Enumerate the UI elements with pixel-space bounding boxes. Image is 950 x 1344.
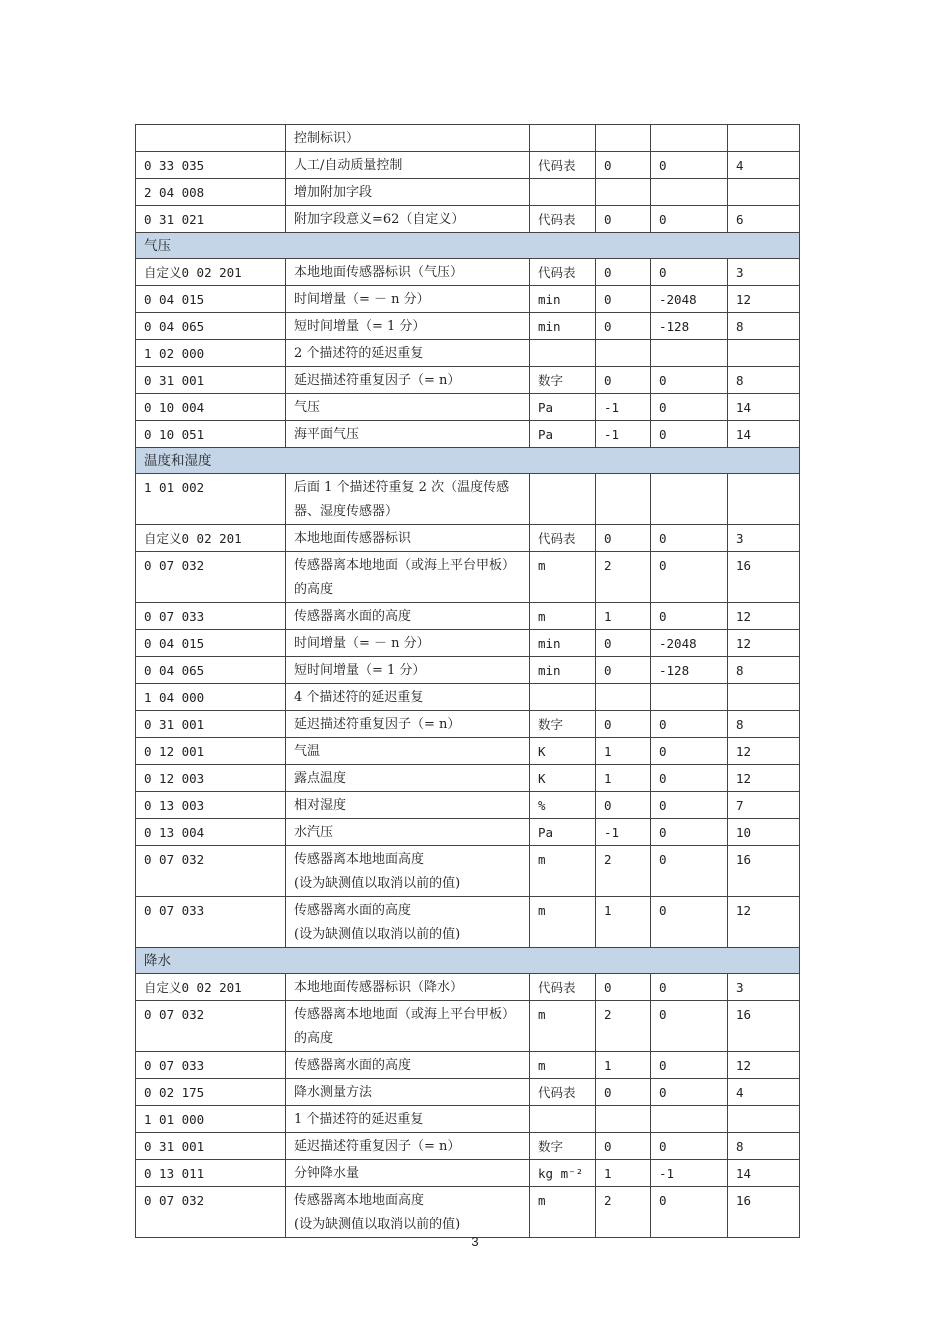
- reference-value-cell: 0: [651, 897, 728, 948]
- unit-cell: Pa: [530, 421, 596, 448]
- reference-value-cell: [651, 340, 728, 367]
- unit-cell: %: [530, 792, 596, 819]
- descriptor-code-cell: 0 07 032: [136, 1187, 286, 1238]
- element-name-cell: 本地地面传感器标识: [286, 525, 530, 552]
- table-row: [136, 552, 800, 603]
- bit-width-cell: 16: [728, 552, 800, 603]
- bit-width-cell: 10: [728, 819, 800, 846]
- table-row: [136, 1187, 800, 1238]
- table-row: [136, 474, 800, 525]
- element-name-cell: 时间增量（= － n 分）: [286, 630, 530, 657]
- unit-cell: [530, 125, 596, 152]
- unit-cell: 代码表: [530, 974, 596, 1001]
- bit-width-cell: 8: [728, 711, 800, 738]
- section-header: 降水: [136, 948, 800, 974]
- descriptor-code-cell: 1 04 000: [136, 684, 286, 711]
- reference-value-cell: [651, 125, 728, 152]
- bit-width-cell: [728, 179, 800, 206]
- element-name-cell: 气温: [286, 738, 530, 765]
- element-name-cell: 露点温度: [286, 765, 530, 792]
- element-name-cell: 4 个描述符的延迟重复: [286, 684, 530, 711]
- bit-width-cell: [728, 684, 800, 711]
- reference-value-cell: 0: [651, 603, 728, 630]
- bit-width-cell: 7: [728, 792, 800, 819]
- element-name-cell: 分钟降水量: [286, 1160, 530, 1187]
- scale-cell: 0: [596, 1133, 651, 1160]
- unit-cell: [530, 1106, 596, 1133]
- table-row: [136, 765, 800, 792]
- bit-width-cell: 14: [728, 394, 800, 421]
- descriptor-table-body: [136, 125, 800, 1238]
- table-row: [136, 630, 800, 657]
- scale-cell: 0: [596, 259, 651, 286]
- scale-cell: 0: [596, 657, 651, 684]
- descriptor-code-cell: 0 13 004: [136, 819, 286, 846]
- scale-cell: 0: [596, 974, 651, 1001]
- scale-cell: 0: [596, 630, 651, 657]
- unit-cell: 代码表: [530, 152, 596, 179]
- bit-width-cell: [728, 340, 800, 367]
- bit-width-cell: 4: [728, 152, 800, 179]
- bit-width-cell: 16: [728, 1001, 800, 1052]
- descriptor-code-cell: 0 07 032: [136, 846, 286, 897]
- reference-value-cell: 0: [651, 819, 728, 846]
- unit-cell: [530, 179, 596, 206]
- table-row: [136, 259, 800, 286]
- section-header-row: [136, 233, 800, 259]
- bit-width-cell: 12: [728, 603, 800, 630]
- reference-value-cell: [651, 1106, 728, 1133]
- scale-cell: 0: [596, 206, 651, 233]
- element-name-cell: 短时间增量（= 1 分）: [286, 657, 530, 684]
- element-name-cell: 传感器离水面的高度: [286, 603, 530, 630]
- table-row: [136, 1052, 800, 1079]
- table-row: [136, 1079, 800, 1106]
- bit-width-cell: 3: [728, 525, 800, 552]
- bit-width-cell: 8: [728, 313, 800, 340]
- descriptor-code-cell: 0 02 175: [136, 1079, 286, 1106]
- scale-cell: 2: [596, 846, 651, 897]
- table-row: [136, 738, 800, 765]
- scale-cell: 0: [596, 711, 651, 738]
- reference-value-cell: 0: [651, 1187, 728, 1238]
- element-name-cell: 传感器离水面的高度 (设为缺测值以取消以前的值): [286, 897, 530, 948]
- reference-value-cell: 0: [651, 792, 728, 819]
- unit-cell: 数字: [530, 367, 596, 394]
- reference-value-cell: 0: [651, 1079, 728, 1106]
- scale-cell: -1: [596, 394, 651, 421]
- element-name-cell: 传感器离本地地面高度 (设为缺测值以取消以前的值): [286, 1187, 530, 1238]
- table-row: [136, 711, 800, 738]
- descriptor-code-cell: 0 13 003: [136, 792, 286, 819]
- reference-value-cell: 0: [651, 738, 728, 765]
- unit-cell: [530, 340, 596, 367]
- scale-cell: [596, 340, 651, 367]
- reference-value-cell: -2048: [651, 630, 728, 657]
- table-row: [136, 286, 800, 313]
- unit-cell: [530, 474, 596, 525]
- unit-cell: min: [530, 630, 596, 657]
- unit-cell: m: [530, 1052, 596, 1079]
- bit-width-cell: 14: [728, 421, 800, 448]
- reference-value-cell: 0: [651, 152, 728, 179]
- bit-width-cell: 16: [728, 1187, 800, 1238]
- scale-cell: 0: [596, 525, 651, 552]
- unit-cell: min: [530, 286, 596, 313]
- descriptor-code-cell: 0 04 065: [136, 313, 286, 340]
- element-name-cell: 人工/自动质量控制: [286, 152, 530, 179]
- scale-cell: 0: [596, 1079, 651, 1106]
- reference-value-cell: 0: [651, 1001, 728, 1052]
- table-row: [136, 206, 800, 233]
- table-row: [136, 897, 800, 948]
- descriptor-code-cell: 0 33 035: [136, 152, 286, 179]
- unit-cell: Pa: [530, 394, 596, 421]
- descriptor-code-cell: 0 04 015: [136, 630, 286, 657]
- reference-value-cell: 0: [651, 421, 728, 448]
- bit-width-cell: 14: [728, 1160, 800, 1187]
- reference-value-cell: 0: [651, 765, 728, 792]
- section-header-row: [136, 948, 800, 974]
- bit-width-cell: 12: [728, 897, 800, 948]
- unit-cell: m: [530, 552, 596, 603]
- reference-value-cell: [651, 684, 728, 711]
- table-row: [136, 125, 800, 152]
- table-row: [136, 846, 800, 897]
- bit-width-cell: 6: [728, 206, 800, 233]
- element-name-cell: 时间增量（= － n 分）: [286, 286, 530, 313]
- scale-cell: [596, 179, 651, 206]
- reference-value-cell: 0: [651, 259, 728, 286]
- descriptor-code-cell: 1 01 000: [136, 1106, 286, 1133]
- descriptor-code-cell: 0 07 032: [136, 1001, 286, 1052]
- element-name-cell: 传感器离本地地面（或海上平台甲板）的高度: [286, 552, 530, 603]
- reference-value-cell: [651, 179, 728, 206]
- element-name-cell: 延迟描述符重复因子（= n）: [286, 1133, 530, 1160]
- descriptor-code-cell: 0 10 051: [136, 421, 286, 448]
- element-name-cell: 传感器离本地地面（或海上平台甲板）的高度: [286, 1001, 530, 1052]
- unit-cell: m: [530, 846, 596, 897]
- bit-width-cell: 3: [728, 974, 800, 1001]
- scale-cell: 2: [596, 1187, 651, 1238]
- unit-cell: 代码表: [530, 206, 596, 233]
- scale-cell: 0: [596, 367, 651, 394]
- bit-width-cell: [728, 474, 800, 525]
- element-name-cell: 本地地面传感器标识（降水）: [286, 974, 530, 1001]
- scale-cell: [596, 125, 651, 152]
- element-name-cell: 1 个描述符的延迟重复: [286, 1106, 530, 1133]
- descriptor-code-cell: 0 31 001: [136, 1133, 286, 1160]
- element-name-cell: 增加附加字段: [286, 179, 530, 206]
- reference-value-cell: -128: [651, 313, 728, 340]
- bit-width-cell: 8: [728, 1133, 800, 1160]
- descriptor-code-cell: 0 10 004: [136, 394, 286, 421]
- element-name-cell: 本地地面传感器标识（气压）: [286, 259, 530, 286]
- scale-cell: 1: [596, 1160, 651, 1187]
- descriptor-code-cell: [136, 125, 286, 152]
- descriptor-code-cell: 0 07 033: [136, 603, 286, 630]
- reference-value-cell: 0: [651, 846, 728, 897]
- table-row: [136, 974, 800, 1001]
- descriptor-code-cell: 自定义0 02 201: [136, 525, 286, 552]
- element-name-cell: 后面 1 个描述符重复 2 次（温度传感器、湿度传感器）: [286, 474, 530, 525]
- section-header: 气压: [136, 233, 800, 259]
- unit-cell: 代码表: [530, 1079, 596, 1106]
- table-row: [136, 819, 800, 846]
- descriptor-code-cell: 1 02 000: [136, 340, 286, 367]
- element-name-cell: 控制标识）: [286, 125, 530, 152]
- scale-cell: 0: [596, 152, 651, 179]
- descriptor-code-cell: 0 31 001: [136, 711, 286, 738]
- unit-cell: m: [530, 603, 596, 630]
- unit-cell: 代码表: [530, 525, 596, 552]
- scale-cell: 1: [596, 1052, 651, 1079]
- reference-value-cell: 0: [651, 394, 728, 421]
- reference-value-cell: 0: [651, 525, 728, 552]
- bit-width-cell: 16: [728, 846, 800, 897]
- bit-width-cell: [728, 125, 800, 152]
- descriptor-code-cell: 2 04 008: [136, 179, 286, 206]
- bit-width-cell: 3: [728, 259, 800, 286]
- reference-value-cell: [651, 474, 728, 525]
- page-number: 3: [471, 1234, 479, 1249]
- descriptor-code-cell: 自定义0 02 201: [136, 974, 286, 1001]
- unit-cell: 数字: [530, 1133, 596, 1160]
- table-row: [136, 340, 800, 367]
- unit-cell: Pa: [530, 819, 596, 846]
- reference-value-cell: 0: [651, 711, 728, 738]
- table-row: [136, 1106, 800, 1133]
- reference-value-cell: 0: [651, 1052, 728, 1079]
- section-header-row: [136, 448, 800, 474]
- descriptor-table: [135, 124, 800, 1238]
- descriptor-code-cell: 0 07 033: [136, 1052, 286, 1079]
- descriptor-code-cell: 0 07 032: [136, 552, 286, 603]
- table-row: [136, 1001, 800, 1052]
- bit-width-cell: 8: [728, 657, 800, 684]
- descriptor-code-cell: 0 12 001: [136, 738, 286, 765]
- table-row: [136, 394, 800, 421]
- table-row: [136, 603, 800, 630]
- reference-value-cell: 0: [651, 367, 728, 394]
- element-name-cell: 附加字段意义=62（自定义）: [286, 206, 530, 233]
- unit-cell: 数字: [530, 711, 596, 738]
- scale-cell: 1: [596, 897, 651, 948]
- table-row: [136, 684, 800, 711]
- descriptor-code-cell: 0 04 065: [136, 657, 286, 684]
- unit-cell: min: [530, 657, 596, 684]
- element-name-cell: 2 个描述符的延迟重复: [286, 340, 530, 367]
- bit-width-cell: 4: [728, 1079, 800, 1106]
- descriptor-code-cell: 1 01 002: [136, 474, 286, 525]
- unit-cell: [530, 684, 596, 711]
- scale-cell: 1: [596, 765, 651, 792]
- unit-cell: kg m⁻²: [530, 1160, 596, 1187]
- element-name-cell: 水汽压: [286, 819, 530, 846]
- scale-cell: [596, 1106, 651, 1133]
- reference-value-cell: 0: [651, 552, 728, 603]
- descriptor-code-cell: 0 31 001: [136, 367, 286, 394]
- table-row: [136, 657, 800, 684]
- element-name-cell: 相对湿度: [286, 792, 530, 819]
- unit-cell: K: [530, 765, 596, 792]
- table-row: [136, 1160, 800, 1187]
- scale-cell: 2: [596, 1001, 651, 1052]
- unit-cell: K: [530, 738, 596, 765]
- table-row: [136, 152, 800, 179]
- section-header: 温度和湿度: [136, 448, 800, 474]
- unit-cell: m: [530, 1001, 596, 1052]
- descriptor-code-cell: 0 31 021: [136, 206, 286, 233]
- scale-cell: [596, 684, 651, 711]
- table-row: [136, 792, 800, 819]
- bit-width-cell: 12: [728, 765, 800, 792]
- descriptor-code-cell: 0 12 003: [136, 765, 286, 792]
- element-name-cell: 延迟描述符重复因子（= n）: [286, 367, 530, 394]
- reference-value-cell: -1: [651, 1160, 728, 1187]
- descriptor-code-cell: 自定义0 02 201: [136, 259, 286, 286]
- scale-cell: -1: [596, 819, 651, 846]
- reference-value-cell: -128: [651, 657, 728, 684]
- table-row: [136, 525, 800, 552]
- bit-width-cell: 12: [728, 1052, 800, 1079]
- bit-width-cell: 12: [728, 630, 800, 657]
- scale-cell: 0: [596, 313, 651, 340]
- scale-cell: -1: [596, 421, 651, 448]
- element-name-cell: 传感器离本地地面高度 (设为缺测值以取消以前的值): [286, 846, 530, 897]
- element-name-cell: 气压: [286, 394, 530, 421]
- unit-cell: m: [530, 897, 596, 948]
- table-row: [136, 367, 800, 394]
- element-name-cell: 传感器离水面的高度: [286, 1052, 530, 1079]
- reference-value-cell: 0: [651, 974, 728, 1001]
- table-row: [136, 1133, 800, 1160]
- scale-cell: 1: [596, 603, 651, 630]
- bit-width-cell: 8: [728, 367, 800, 394]
- bit-width-cell: 12: [728, 286, 800, 313]
- bit-width-cell: [728, 1106, 800, 1133]
- unit-cell: 代码表: [530, 259, 596, 286]
- element-name-cell: 海平面气压: [286, 421, 530, 448]
- element-name-cell: 短时间增量（= 1 分）: [286, 313, 530, 340]
- scale-cell: 0: [596, 792, 651, 819]
- reference-value-cell: 0: [651, 1133, 728, 1160]
- scale-cell: 0: [596, 286, 651, 313]
- element-name-cell: 延迟描述符重复因子（= n）: [286, 711, 530, 738]
- scale-cell: 2: [596, 552, 651, 603]
- scale-cell: 1: [596, 738, 651, 765]
- element-name-cell: 降水测量方法: [286, 1079, 530, 1106]
- reference-value-cell: 0: [651, 206, 728, 233]
- table-row: [136, 421, 800, 448]
- descriptor-code-cell: 0 04 015: [136, 286, 286, 313]
- unit-cell: min: [530, 313, 596, 340]
- descriptor-code-cell: 0 07 033: [136, 897, 286, 948]
- unit-cell: m: [530, 1187, 596, 1238]
- bit-width-cell: 12: [728, 738, 800, 765]
- reference-value-cell: -2048: [651, 286, 728, 313]
- scale-cell: [596, 474, 651, 525]
- table-row: [136, 313, 800, 340]
- descriptor-code-cell: 0 13 011: [136, 1160, 286, 1187]
- table-row: [136, 179, 800, 206]
